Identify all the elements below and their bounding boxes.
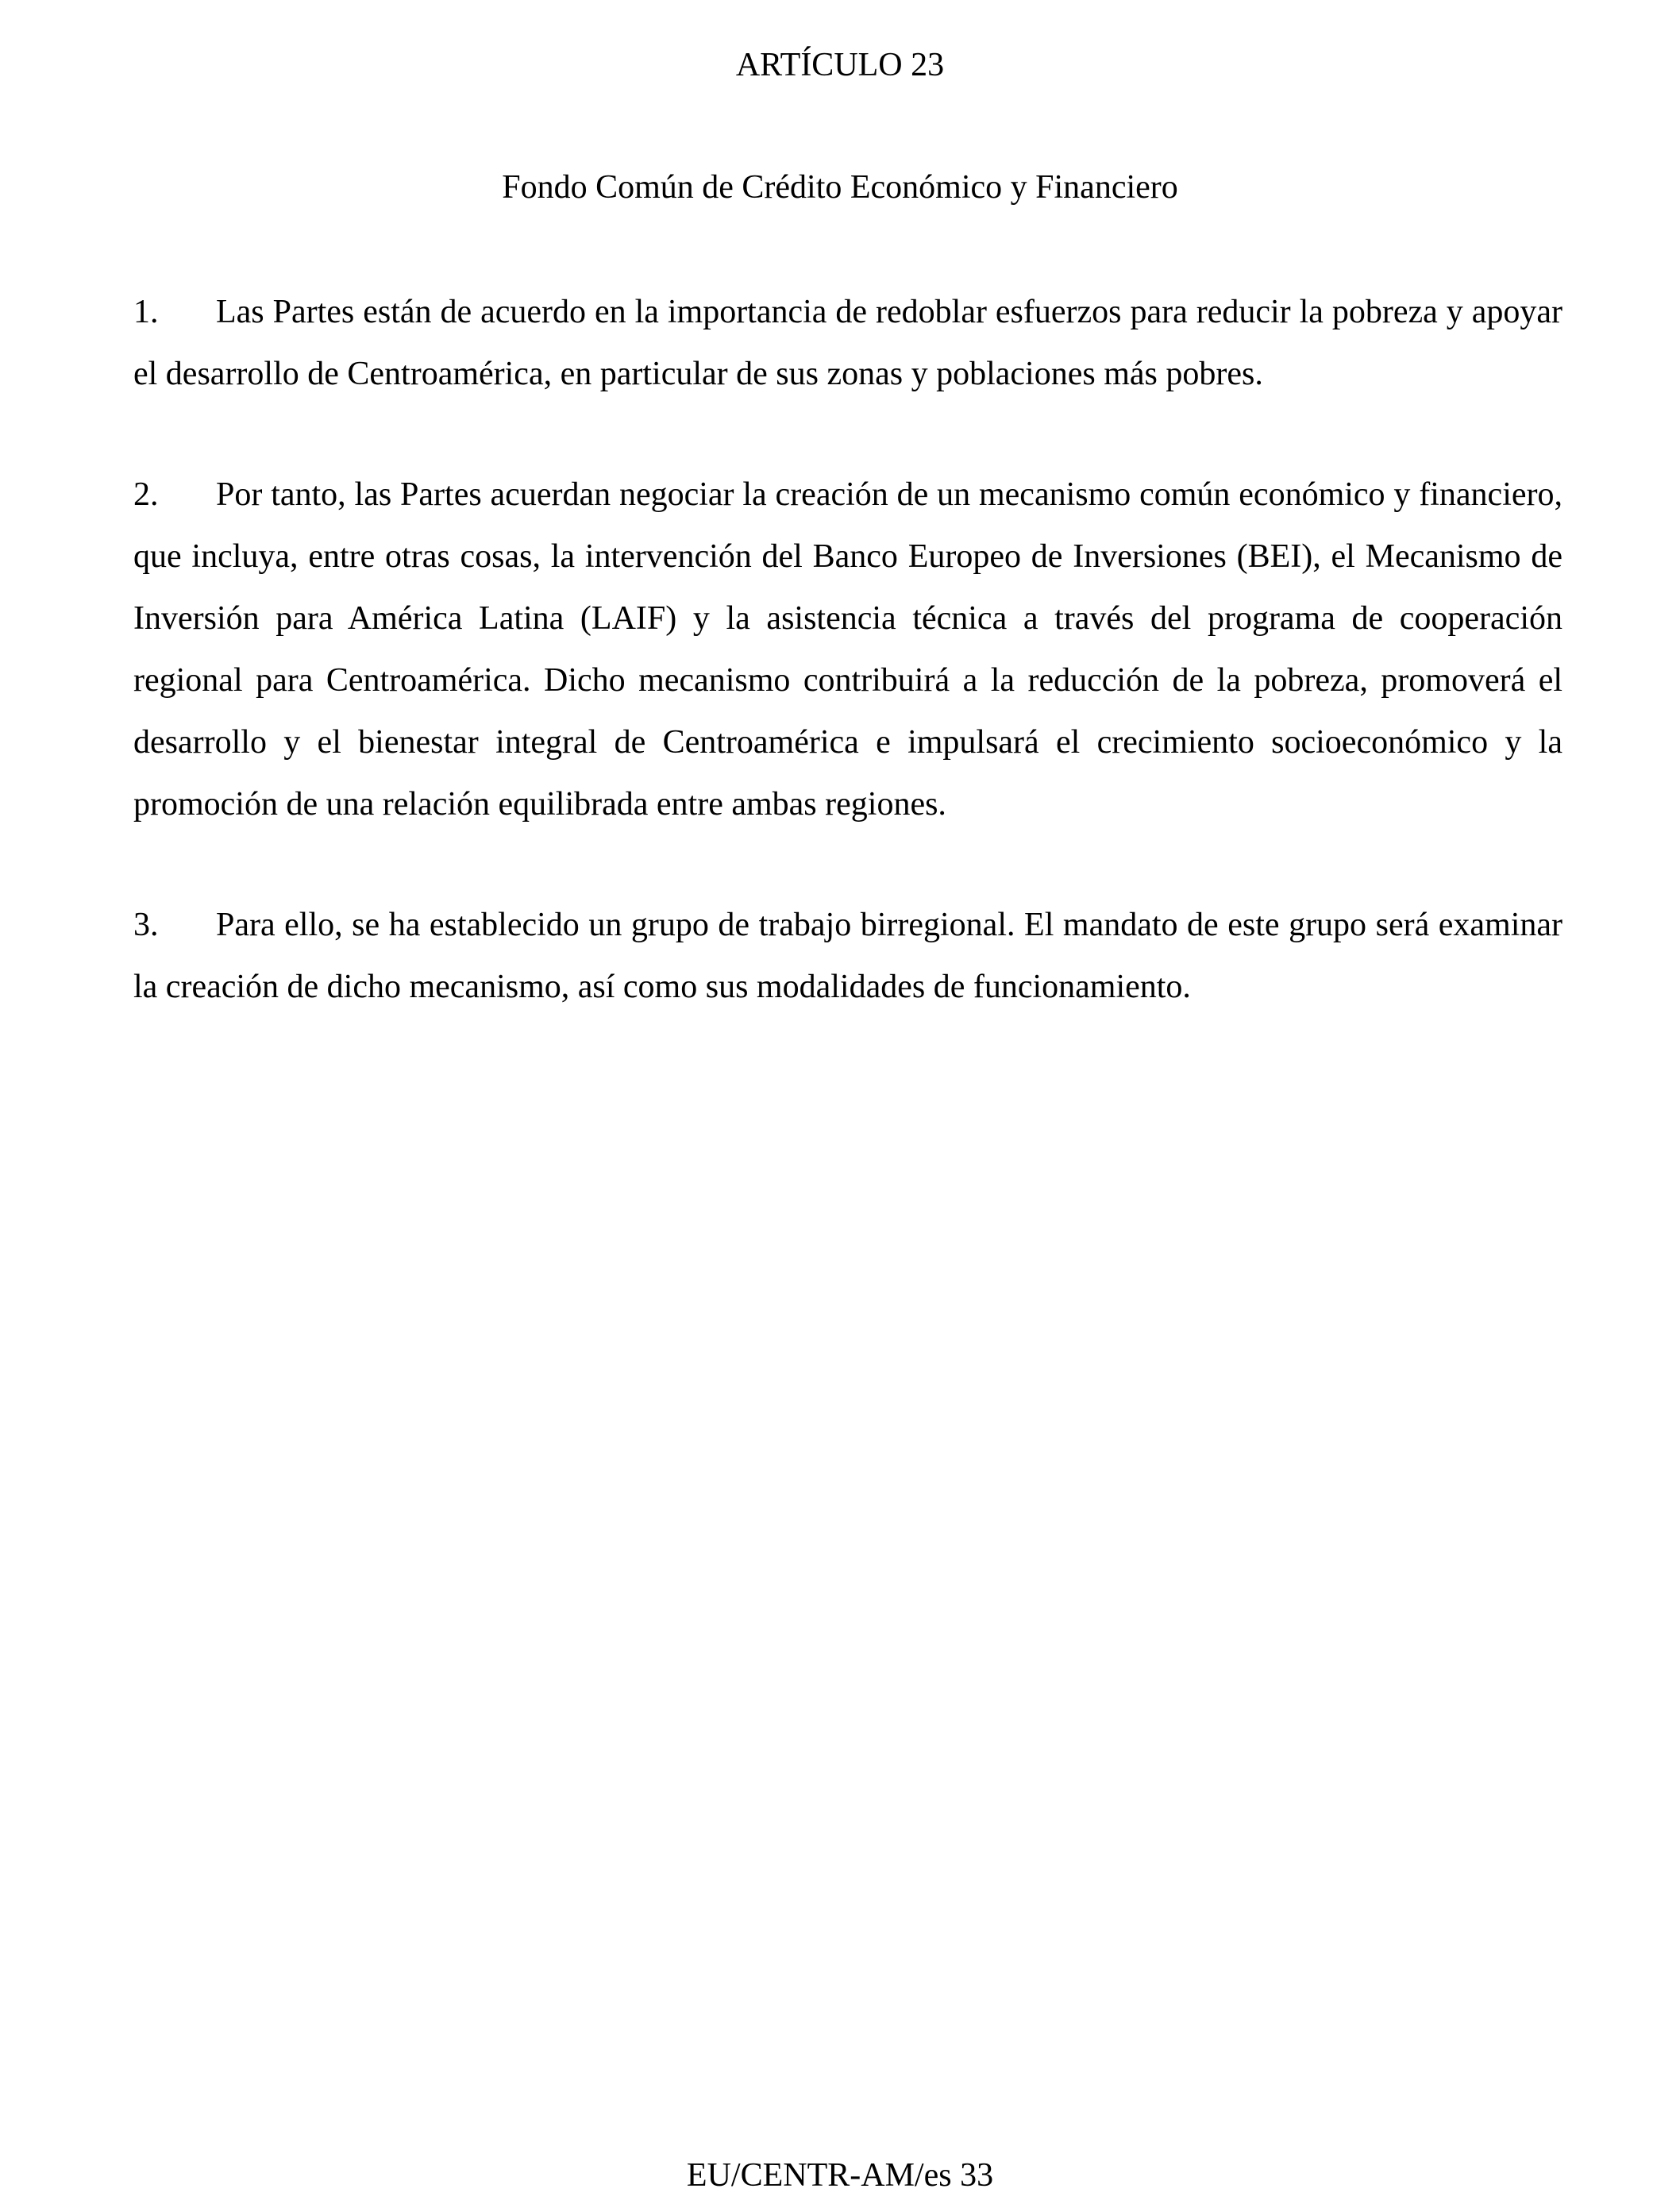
page-footer: EU/CENTR-AM/es 33 [686, 2157, 994, 2194]
paragraph-text: Por tanto, las Partes acuerdan negociar la creación de un mecanismo común económico y financiero, que incluya, entre otras cosas, la intervención del Banco Europeo de Inversiones (BEI), el Mecanismo de Inversión para América Latina (LAIF) y la asistencia técnica a través del programa de cooperación regional para Centroamérica. Dicho mecanismo contribuirá a la reducción de la pobreza, promoverá el desarrollo y el bienestar integral de Centroamérica e impulsará el crecimiento socioeconómico y la promoción de una relación equilibrada entre ambas regiones. [133, 476, 1562, 823]
article-title: Fondo Común de Crédito Económico y Financiero [502, 169, 1178, 206]
paragraph-2 [133, 464, 1562, 835]
paragraph-text: Las Partes están de acuerdo en la importancia de redoblar esfuerzos para reducir la pobreza y apoyar el desarrollo de Centroamérica, en particular de sus zonas y poblaciones más pobres. [133, 294, 1562, 392]
paragraph-number: 1. [133, 294, 159, 330]
paragraph-number: 3. [133, 907, 159, 943]
paragraph-number: 2. [133, 476, 159, 513]
article-heading: ARTÍCULO 23 [735, 47, 945, 83]
paragraph-1 [133, 281, 1562, 405]
paragraph-text: Para ello, se ha establecido un grupo de trabajo birregional. El mandato de este grupo será examinar la creación de dicho mecanismo, así como sus modalidades de funcionamiento. [133, 907, 1562, 1005]
paragraph-3 [133, 894, 1562, 1018]
